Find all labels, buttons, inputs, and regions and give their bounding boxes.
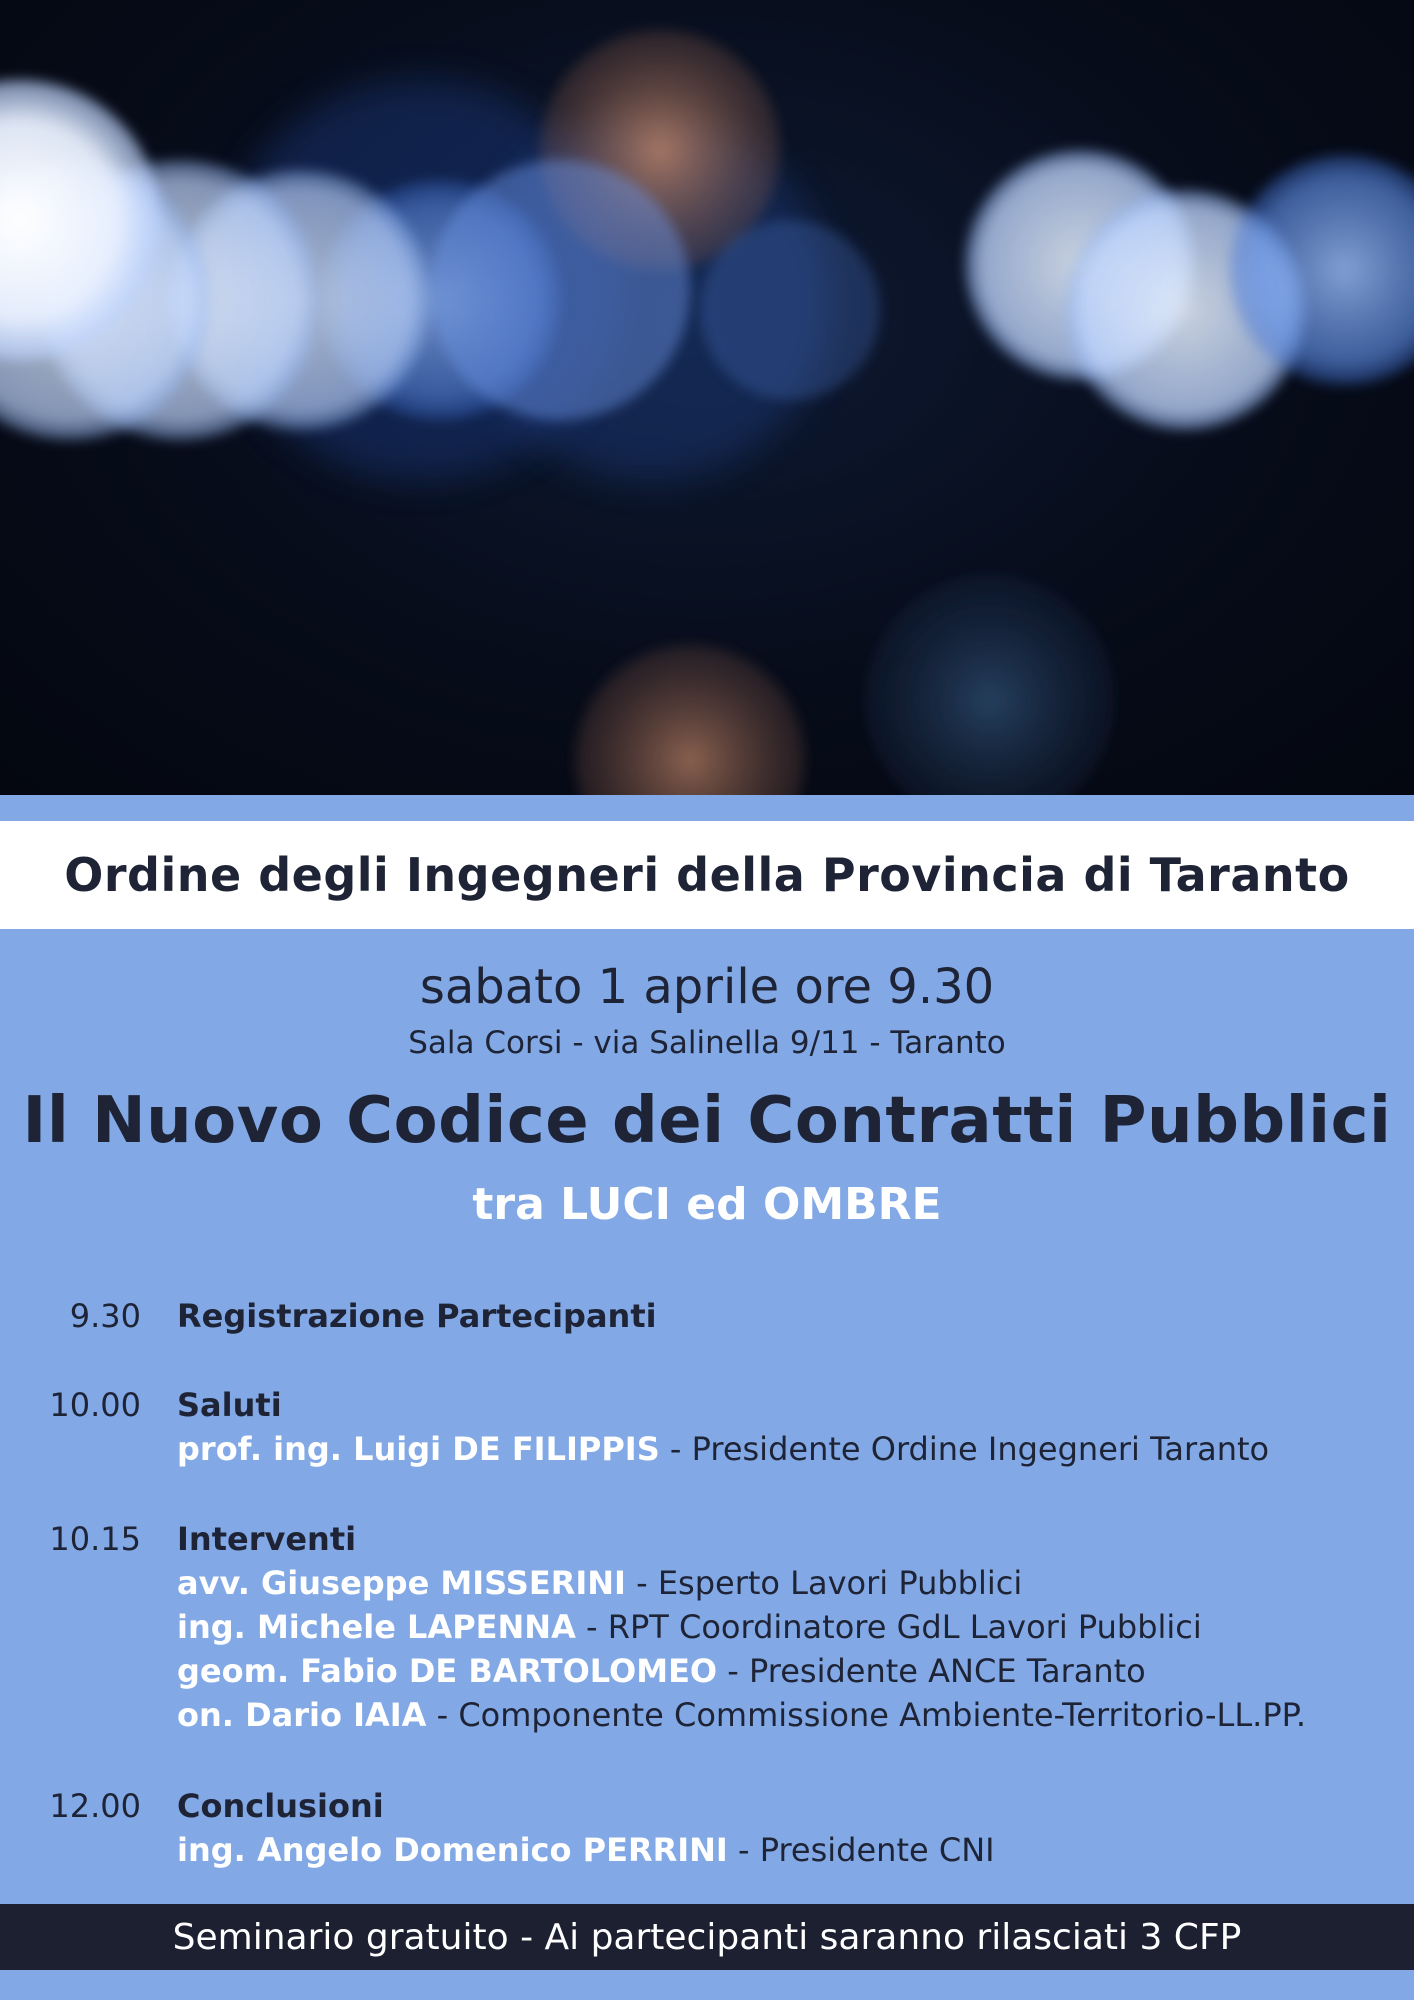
- agenda-title: Registrazione Partecipanti: [177, 1297, 657, 1335]
- speaker-name: on. Dario IAIA: [177, 1696, 427, 1734]
- speaker-name: avv. Giuseppe MISSERINI: [177, 1564, 626, 1602]
- speaker-separator: -: [659, 1430, 692, 1468]
- speaker-line: [177, 1427, 1397, 1471]
- bottom-band: [0, 1970, 1414, 2000]
- speaker-role: Esperto Lavori Pubblici: [657, 1564, 1023, 1602]
- speaker-role: Presidente Ordine Ingegneri Taranto: [691, 1430, 1270, 1468]
- speaker-line: [177, 1561, 1397, 1605]
- footer-bar: [0, 1904, 1414, 1970]
- bokeh-lights-graphic: [0, 0, 1414, 795]
- agenda-time: 12.00: [49, 1787, 141, 1825]
- organization-banner: [0, 821, 1414, 929]
- agenda-title: Interventi: [177, 1520, 357, 1558]
- agenda-body: [177, 1784, 1397, 1872]
- speaker-line: [177, 1693, 1397, 1737]
- speaker-name: ing. Michele LAPENNA: [177, 1608, 576, 1646]
- event-venue: Sala Corsi - via Salinella 9/11 - Taranto: [408, 1025, 1006, 1061]
- speaker-line: [177, 1649, 1397, 1693]
- agenda-time: 9.30: [69, 1297, 141, 1335]
- hero-bokeh-image: [0, 0, 1414, 795]
- agenda-title: Conclusioni: [177, 1787, 384, 1825]
- speaker-name: geom. Fabio DE BARTOLOMEO: [177, 1652, 718, 1690]
- agenda-body: [177, 1294, 1397, 1338]
- footer-text: Seminario gratuito - Ai partecipanti saranno rilasciati 3 CFP: [172, 1916, 1242, 1958]
- event-date-time: sabato 1 aprile ore 9.30: [419, 959, 995, 1015]
- agenda-title: Saluti: [177, 1386, 282, 1424]
- speaker-role: Componente Commissione Ambiente-Territorio-LL.PP.: [458, 1696, 1307, 1734]
- agenda-time: 10.15: [49, 1520, 141, 1558]
- speaker-separator: -: [575, 1608, 608, 1646]
- speaker-name: ing. Angelo Domenico PERRINI: [177, 1831, 728, 1869]
- event-subtitle: tra LUCI ed OMBRE: [472, 1179, 942, 1230]
- event-title: Il Nuovo Codice dei Contratti Pubblici: [22, 1084, 1392, 1158]
- event-info-section: [0, 929, 1414, 1904]
- speaker-name: prof. ing. Luigi DE FILIPPIS: [177, 1430, 660, 1468]
- agenda-body: [177, 1383, 1397, 1471]
- divider-band: [0, 795, 1414, 821]
- agenda-time: 10.00: [49, 1386, 141, 1424]
- speaker-separator: -: [717, 1652, 750, 1690]
- speaker-role: Presidente ANCE Taranto: [749, 1652, 1146, 1690]
- speaker-role: RPT Coordinatore GdL Lavori Pubblici: [607, 1608, 1202, 1646]
- speaker-separator: -: [625, 1564, 658, 1602]
- speaker-separator: -: [426, 1696, 459, 1734]
- speaker-line: [177, 1605, 1397, 1649]
- speaker-separator: -: [727, 1831, 760, 1869]
- speaker-line: [177, 1828, 1397, 1872]
- speaker-role: Presidente CNI: [759, 1831, 995, 1869]
- agenda-body: [177, 1517, 1397, 1737]
- organization-title: Ordine degli Ingegneri della Provincia di Taranto: [64, 848, 1350, 902]
